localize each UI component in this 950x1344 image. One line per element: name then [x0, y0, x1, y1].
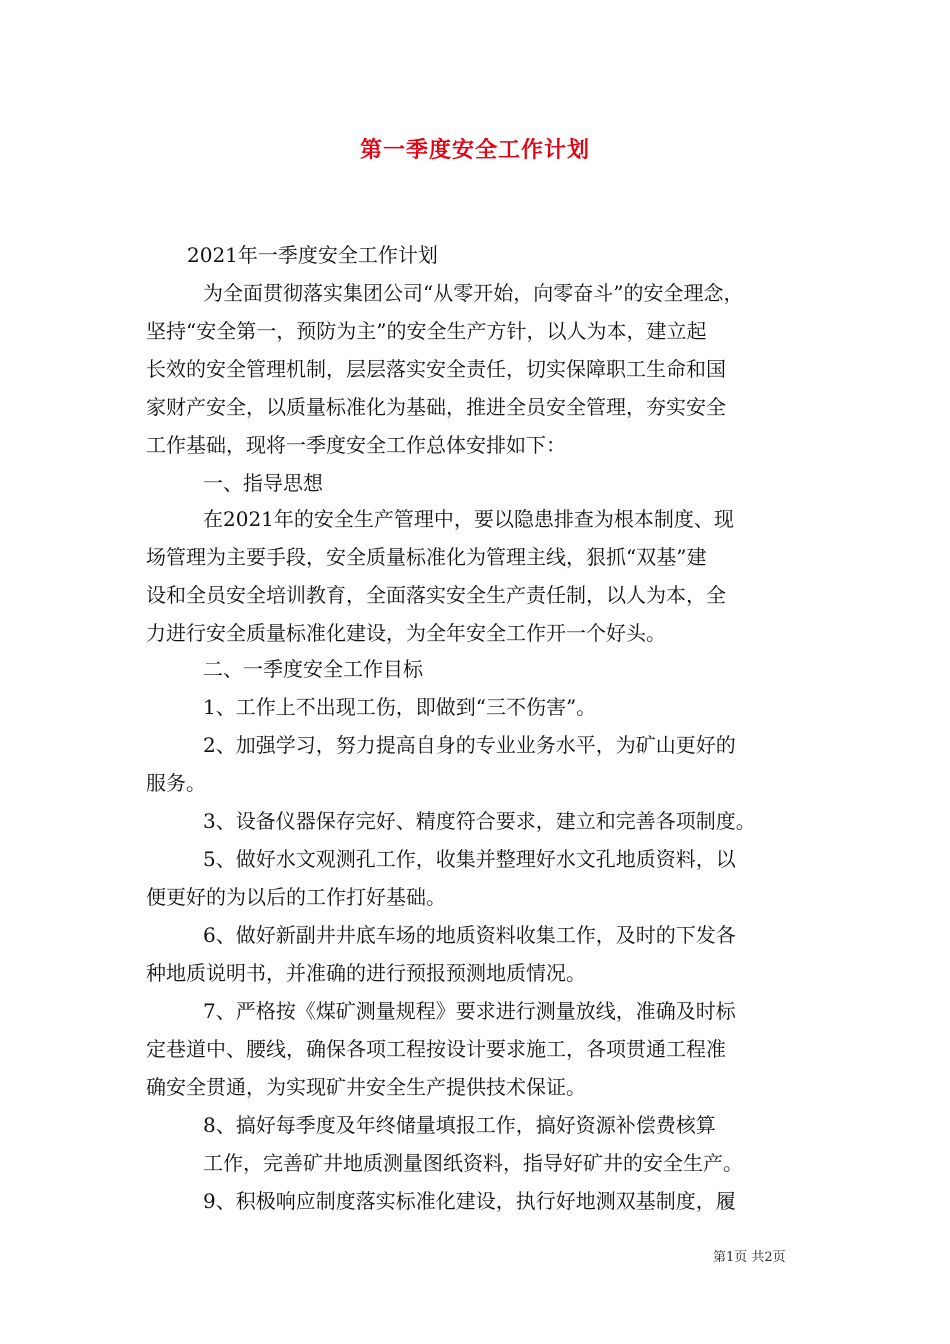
list-item-continuation: 种地质说明书，并准确的进行预报预测地质情况。	[146, 961, 586, 985]
page-number-footer: 第1页 共2页	[713, 1250, 786, 1265]
list-item: 7、严格按《煤矿测量规程》要求进行测量放线，准确及时标	[203, 999, 736, 1023]
list-item: 6、做好新副井井底车场的地质资料收集工作，及时的下发各	[203, 923, 736, 947]
section-heading: 一、指导思想	[203, 471, 323, 495]
body-line: 长效的安全管理机制，层层落实安全责任，切实保障职工生命和国	[146, 357, 726, 381]
list-item: 2、加强学习，努力提高自身的专业业务水平，为矿山更好的	[203, 733, 736, 757]
list-item: 1、工作上不出现工伤，即做到“三不伤害”。	[203, 695, 597, 719]
list-item-continuation: 定巷道中、腰线，确保各项工程按设计要求施工，各项贯通工程准	[146, 1037, 726, 1061]
list-item: 3、设备仪器保存完好、精度符合要求，建立和完善各项制度。	[203, 809, 756, 833]
body-line: 2021年一季度安全工作计划	[187, 243, 438, 267]
list-item: 8、搞好每季度及年终储量填报工作，搞好资源补偿费核算	[203, 1113, 716, 1137]
body-line: 设和全员安全培训教育，全面落实安全生产责任制，以人为本，全	[146, 583, 726, 607]
body-line: 场管理为主要手段，安全质量标准化为管理主线，狠抓“双基”建	[146, 545, 707, 569]
list-item-continuation: 确安全贯通，为实现矿井安全生产提供技术保证。	[146, 1075, 586, 1099]
body-line: 在2021年的安全生产管理中，要以隐患排查为根本制度、现	[203, 507, 734, 531]
body-line: 坚持“安全第一，预防为主”的安全生产方针，以人为本，建立起	[146, 319, 707, 343]
list-item-continuation: 工作，完善矿井地质测量图纸资料，指导好矿井的安全生产。	[203, 1151, 743, 1175]
list-item: 5、做好水文观测孔工作，收集并整理好水文孔地质资料，以	[203, 847, 736, 871]
body-line: 工作基础，现将一季度安全工作总体安排如下：	[146, 433, 566, 457]
list-item: 9、积极响应制度落实标准化建设，执行好地测双基制度，履	[203, 1189, 736, 1213]
list-item-continuation: 便更好的为以后的工作打好基础。	[146, 885, 446, 909]
body-line: 为全面贯彻落实集团公司“从零开始，向零奋斗”的安全理念，	[203, 281, 744, 305]
document-title: 第一季度安全工作计划	[359, 137, 590, 163]
body-line: 力进行安全质量标准化建设，为全年安全工作开一个好头。	[146, 621, 666, 645]
section-heading: 二、一季度安全工作目标	[203, 657, 423, 681]
list-item-continuation: 服务。	[146, 771, 206, 795]
body-line: 家财产安全，以质量标准化为基础，推进全员安全管理，夯实安全	[146, 395, 726, 419]
